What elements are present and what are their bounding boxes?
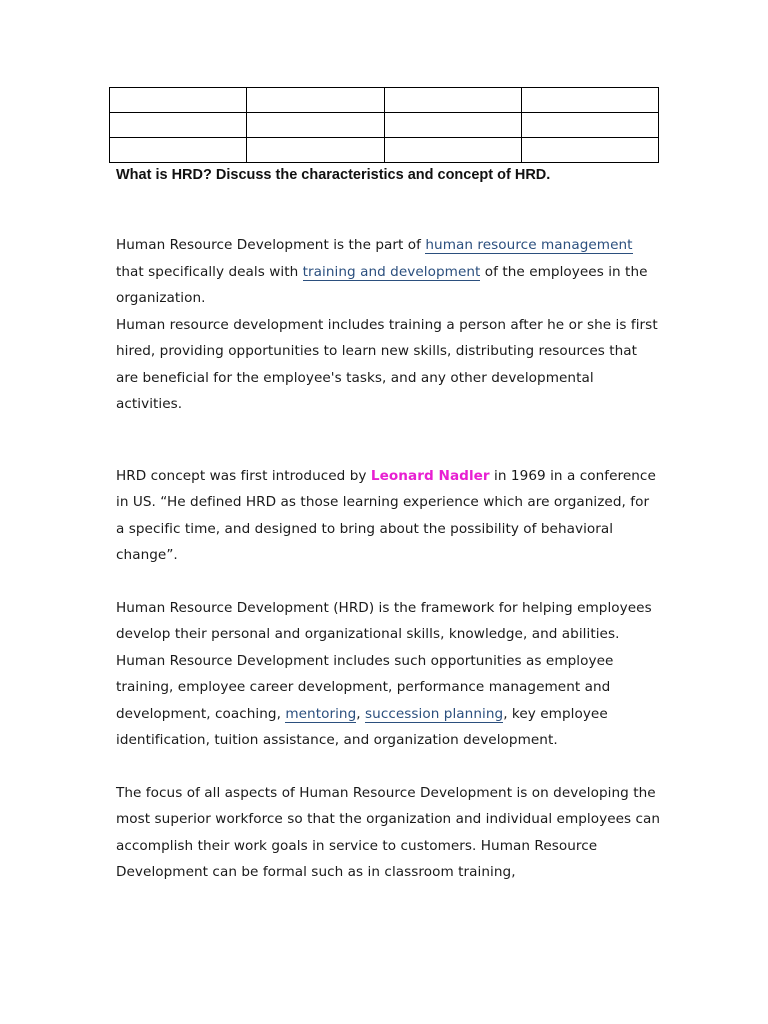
document-body <box>116 163 661 886</box>
table-cell <box>110 138 247 163</box>
link-human-resource-management[interactable]: human resource management <box>425 237 633 253</box>
table-cell <box>247 113 384 138</box>
text-run: Human Resource Development (HRD) is the framework for helping employees develop their personal and organizational skills, knowledge, and abilities. Human Resource Development includes such opportunities as employee training, employee career development, performance management and development, coaching, <box>116 599 652 722</box>
highlighted-name: Leonard Nadler <box>370 467 490 484</box>
table-cell <box>110 113 247 138</box>
table-cell <box>521 138 658 163</box>
text-run: in 1969 in a conference in US. “He defined HRD as those learning experience which are organized, for a specific time, and designed to bring about the possibility of behavioral change”. <box>116 467 656 563</box>
table-cell <box>247 138 384 163</box>
link-training-and-development[interactable]: training and development <box>302 263 481 280</box>
text-run: , key employee identification, tuition assistance, and organization development. <box>116 705 608 748</box>
link-succession-planning[interactable]: succession planning <box>365 705 504 722</box>
table-cell <box>521 113 658 138</box>
table-cell <box>110 88 247 113</box>
link-mentoring[interactable]: mentoring <box>285 705 357 722</box>
paragraph-hrd-concept <box>116 463 661 569</box>
text-run: of the employees in the organization. <box>116 263 648 306</box>
text-run: that specifically deals with <box>116 263 303 280</box>
document-heading: What is HRD? Discuss the characteristics and concept of HRD. <box>116 167 551 183</box>
table-row <box>110 138 659 163</box>
table-cell <box>384 113 521 138</box>
table-row <box>110 88 659 113</box>
paragraph-hrd-framework <box>116 595 661 754</box>
paragraph-hrd-definition <box>116 232 661 312</box>
text-run: , <box>356 705 366 722</box>
text-run: HRD concept was first introduced by <box>116 467 371 484</box>
text-run: Human Resource Development is the part of <box>116 237 426 253</box>
table-cell <box>247 88 384 113</box>
table-cell <box>384 88 521 113</box>
paragraph-hrd-includes: Human resource development includes training a person after he or she is first hired, providing opportunities to learn new skills, distributing resources that are beneficial for the employee's tasks, and any other developmental activities. <box>116 316 658 412</box>
table-row <box>110 113 659 138</box>
empty-table <box>109 87 659 163</box>
table-cell <box>521 88 658 113</box>
table-cell <box>384 138 521 163</box>
paragraph-hrd-focus: The focus of all aspects of Human Resource Development is on developing the most superior workforce so that the organization and individual employees can accomplish their work goals in service to customers. Human Resource Development can be formal such as in classroom training, <box>116 784 661 880</box>
